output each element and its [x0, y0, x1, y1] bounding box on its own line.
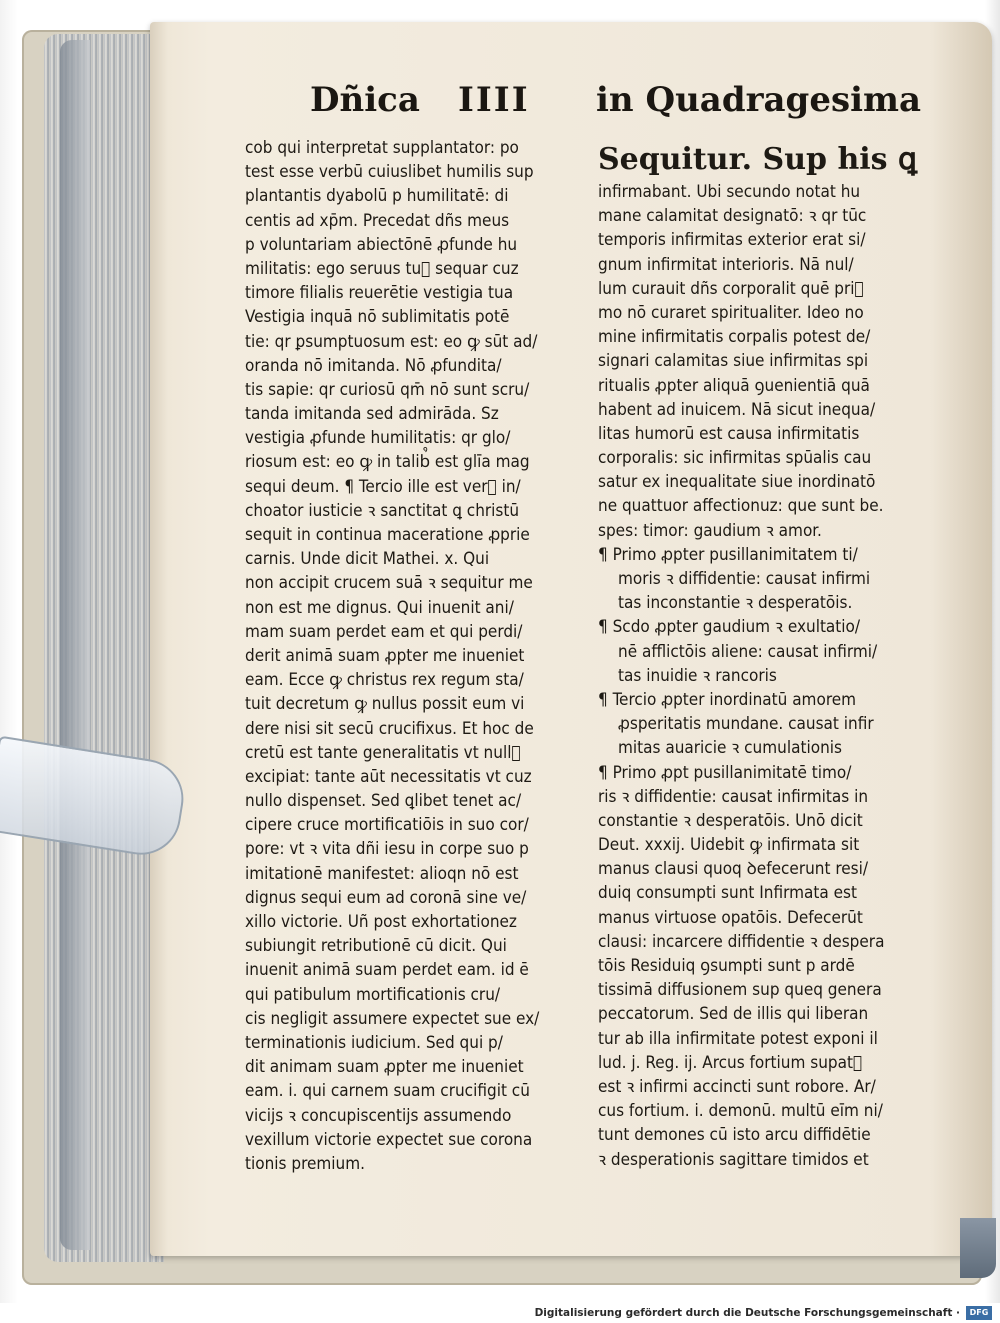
text-line: ¶ Tercio ꝓpter inordinatū amorem	[598, 689, 857, 710]
text-line: derit animā suam ꝓpter me inueniet	[245, 645, 525, 666]
text-line: tis sapie: qr curiosū qm̄ nō sunt scru/	[245, 379, 530, 400]
text-line: dignus sequi eum ad coronā sine ve/	[245, 887, 527, 908]
column-heading: Sequitur. Sup his ꝗ	[598, 142, 918, 177]
text-line: manus clausi quoq ꝺefecerunt resi/	[598, 859, 869, 880]
text-line: ¶ Primo ꝓpt pusillanimitatē timo/	[598, 762, 852, 783]
text-line: militatis: ego seruus tu᷒ sequar cuz	[245, 258, 519, 279]
text-line: tissimā diffusionem sup queq genera	[598, 980, 882, 1001]
text-line: moris ꝛ diffidentie: causat infirmi	[618, 569, 871, 589]
text-line: manus virtuose opatōis. Defecerūt	[598, 907, 863, 928]
text-line: pore: vt ꝛ vita dñi iesu in corpe suo p	[245, 839, 529, 860]
text-line: infirmabant. Ubi secundo notat hu	[598, 182, 861, 202]
text-line: tie: qr ꝑsumptuosum est: eo ꝙ sūt ad/	[245, 331, 538, 352]
text-line: sequi deum. ¶ Tercio ille est ver᷒ in/	[245, 476, 521, 497]
text-line: tur ab illa infirmitate potest exponi il	[598, 1028, 878, 1049]
text-line: corporalis: sic infirmitas spūalis cau	[598, 448, 872, 469]
text-line: cretū est tante generalitatis vt null᷒	[245, 742, 521, 763]
text-line: eam. Ecce ꝙ christus rex regum sta/	[245, 670, 524, 691]
running-header	[300, 80, 922, 128]
text-line: constantie ꝛ desperatōis. Unō dicit	[598, 810, 863, 831]
header-left: Dñica	[310, 80, 420, 120]
text-line: duiq consumpti sunt Infirmata est	[598, 883, 857, 904]
text-line: ¶ Primo ꝓpter pusillanimitatem ti/	[598, 544, 858, 565]
text-line: Vestigia inquā nō sublimitatis potē	[245, 307, 510, 328]
text-line: lud. j. Reg. ij. Arcus fortium supat᷒	[598, 1052, 863, 1073]
text-line: choator iusticie ꝛ sanctitat ꝗ christū	[245, 500, 520, 521]
text-line: tas inuidie ꝛ rancoris	[618, 665, 777, 686]
text-line: eam. i. qui carnem suam crucifigit cū	[245, 1081, 530, 1102]
header-center: IIII	[458, 80, 530, 120]
text-line: ꝛ desperationis sagittare timidos et	[598, 1149, 869, 1170]
text-line: peccatorum. Sed de illis qui liberan	[598, 1004, 869, 1025]
text-line: mitas auaricie ꝛ cumulationis	[618, 738, 842, 759]
text-line: test esse verbū cuiuslibet humilis sup	[245, 162, 534, 183]
text-line: vicijs ꝛ concupiscentijs assumendo	[245, 1105, 512, 1126]
text-line: dere nisi sit secū crucifixus. Et hoc de	[245, 718, 534, 739]
text-line: est ꝛ infirmi accincti sunt robore. Ar/	[598, 1076, 876, 1097]
text-line: ne quattuor affectionuz: que sunt be.	[598, 496, 884, 517]
text-line: non accipit crucem suā ꝛ sequitur me	[245, 573, 533, 594]
text-line: mine infirmitatis corpalis potest de/	[598, 327, 871, 348]
right-text-column	[598, 136, 933, 1172]
text-line: tunt demones cū isto arcu diffidētie	[598, 1125, 871, 1146]
footer-credit	[0, 1303, 1000, 1323]
text-line: tanda imitanda sed admirāda. Sz	[245, 404, 499, 425]
text-line: oranda nō imitanda. Nō ꝓfundita/	[245, 355, 502, 376]
footer-text: Digitalisierung gefördert durch die Deutsche Forschungsgemeinschaft ·	[534, 1307, 960, 1319]
left-text-column	[245, 136, 585, 1176]
text-line: xillo victorie. Uñ post exhortationez	[245, 912, 517, 932]
text-line: satur ex inequalitate siue inordinatō	[598, 472, 876, 493]
text-line: riosum est: eo ꝙ in talib᷒ est glīa mag	[245, 452, 530, 473]
right-page-edge	[960, 1218, 996, 1278]
spine-shadow	[60, 40, 90, 1250]
text-line: nullo dispenset. Sed ꝗlibet tenet ac/	[245, 791, 522, 812]
header-right: in Quadragesima	[596, 80, 922, 120]
text-line: gnum infirmitat interioris. Nā nul/	[598, 254, 854, 275]
text-line: cob qui interpretat supplantator: po	[245, 138, 519, 158]
text-line: ꝓsperitatis mundane. causat infir	[618, 714, 874, 735]
text-line: tionis premium.	[245, 1153, 366, 1174]
text-line: Deut. xxxij. Uidebit ꝙ infirmata sit	[598, 835, 860, 856]
text-line: dit animam suam ꝓpter me inueniet	[245, 1057, 524, 1078]
text-line: terminationis iudicium. Sed qui p/	[245, 1032, 503, 1053]
text-line: plantantis dyabolū p humilitatē: di	[245, 186, 509, 207]
text-line: spes: timor: gaudium ꝛ amor.	[598, 520, 822, 541]
text-line: clausi: incarcere diffidentie ꝛ despera	[598, 931, 885, 952]
text-line: carnis. Unde dicit Mathei. x. Qui	[245, 549, 490, 570]
text-line: cus fortium. i. demonū. multū eīm ni/	[598, 1101, 883, 1122]
text-line: temporis infirmitas exterior erat si/	[598, 230, 866, 251]
text-line: non est me dignus. Qui inuenit ani/	[245, 597, 514, 618]
text-line: ¶ Scdo ꝓpter gaudium ꝛ exultatio/	[598, 617, 861, 638]
text-line: ritualis ꝓpter aliquā ꝯuenientiā quā	[598, 375, 870, 396]
text-line: tuit decretum ꝙ nullus possit eum vi	[245, 694, 525, 715]
text-line: lum curauit dñs corporalit quē pri᷒	[598, 278, 864, 299]
text-line: habent ad inuicem. Nā sicut inequa/	[598, 399, 876, 420]
text-line: tas inconstantie ꝛ desperatōis.	[618, 593, 853, 614]
text-line: ris ꝛ diffidentie: causat infirmitas in	[598, 786, 869, 807]
text-line: qui patibulum mortificationis cru/	[245, 984, 501, 1005]
text-line: vestigia ꝓfunde humilitatis: qr glo/	[245, 428, 511, 449]
text-line: centis ad xp̄m. Precedat dñs meus	[245, 210, 510, 231]
text-line: tōis Residuiq ꝯsumpti sunt p ardē	[598, 956, 855, 976]
text-line: imitationē manifestet: alioqn nō est	[245, 863, 519, 884]
text-line: nē afflictōis aliene: causat infirmi/	[618, 641, 878, 662]
text-line: signari calamitas siue infirmitas spi	[598, 351, 869, 372]
text-line: mane calamitat designatō: ꝛ qr tūc	[598, 206, 867, 227]
text-line: timore filialis reuerētie vestigia tua	[245, 283, 514, 304]
text-line: cipere cruce mortificatiōis in suo cor/	[245, 815, 529, 836]
text-line: inuenit animā suam perdet eam. id ē	[245, 960, 529, 981]
text-line: mo nō curaret spiritualiter. Ideo no	[598, 302, 864, 323]
text-line: subiungit retributionē cū dicit. Qui	[245, 936, 507, 957]
text-line: excipiat: tante aūt necessitatis vt cuz	[245, 766, 532, 787]
text-line: cis negligit assumere expectet sue ex/	[245, 1008, 540, 1029]
text-line: litas humorū est causa infirmitatis	[598, 423, 860, 444]
dfg-logo: DFG	[966, 1306, 992, 1320]
text-line: vexillum victorie expectet sue corona	[245, 1129, 533, 1150]
text-line: p voluntariam abiectōnē ꝓfunde hu	[245, 234, 518, 255]
text-line: mam suam perdet eam et qui perdi/	[245, 621, 523, 642]
text-line: sequit in continua maceratione ꝓprie	[245, 525, 530, 545]
